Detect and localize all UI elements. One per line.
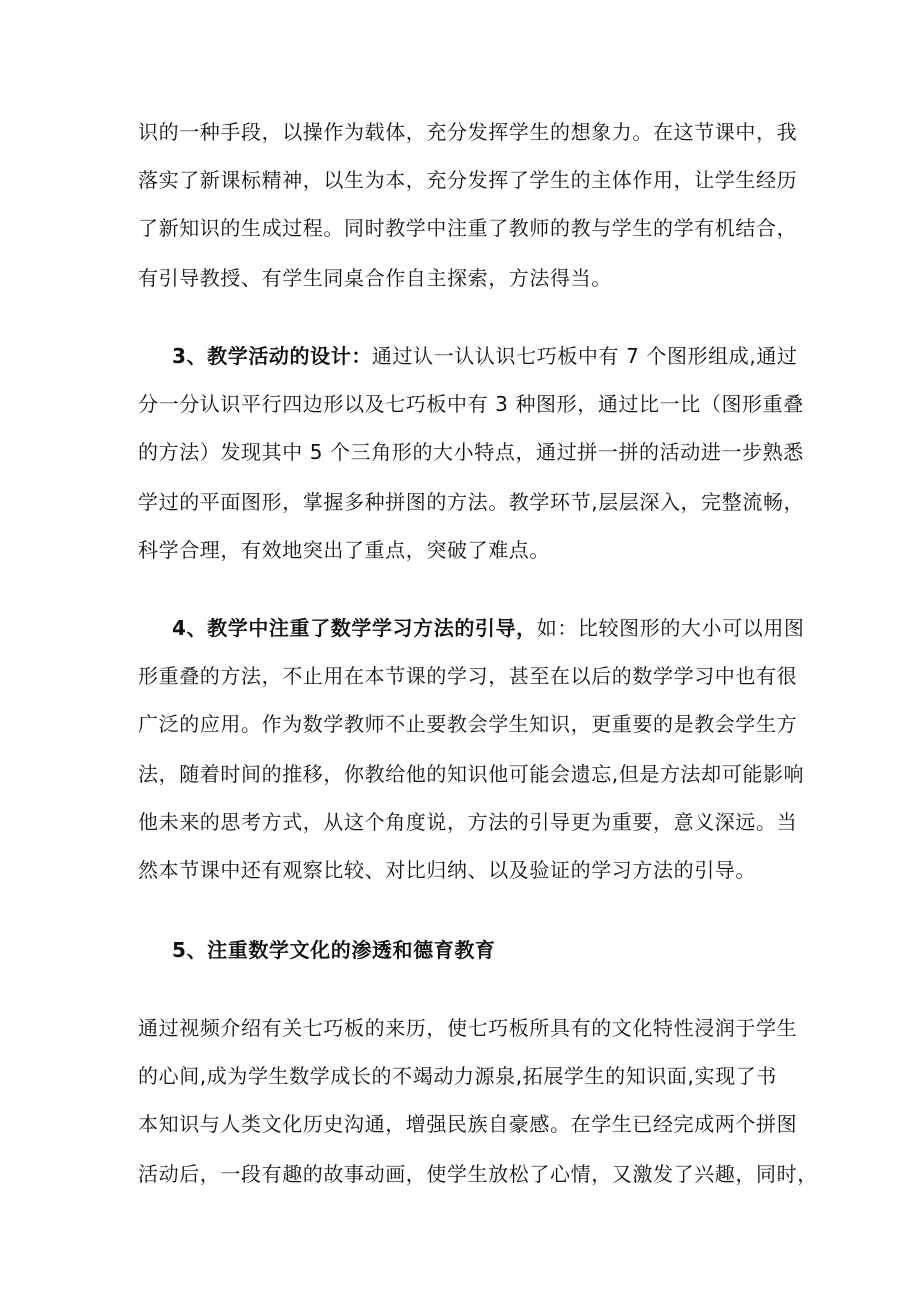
section4-line-2: 形重叠的方法，不止用在本节课的学习，甚至在以后的数学学习中也有很 bbox=[138, 664, 798, 688]
section4-heading: 4、教学中注重了数学学习方法的引导， bbox=[172, 616, 537, 640]
section4-line-1-text: 如：比较图形的大小可以用图 bbox=[536, 616, 805, 640]
section4-line-6: 然本节课中还有观察比较、对比归纳、以及验证的学习方法的引导。 bbox=[138, 858, 756, 882]
section3-line-1 bbox=[172, 341, 832, 371]
section5-line-1: 通过视频介绍有关七巧板的来历，使七巧板所具有的文化特性浸润于学生 bbox=[138, 1016, 798, 1040]
section5-line-3: 本知识与人类文化历史沟通，增强民族自豪感。在学生已经完成两个拼图 bbox=[138, 1112, 798, 1136]
para1-line-1: 识的一种手段，以操作为载体，充分发挥学生的想象力。在这节课中，我 bbox=[138, 120, 798, 144]
section4-line-5: 他未来的思考方式，从这个角度说，方法的引导更为重要，意义深远。当 bbox=[138, 810, 798, 834]
section5-line-4: 活动后，一段有趣的故事动画，使学生放松了心情，又激发了兴趣，同时， bbox=[138, 1162, 818, 1186]
section3-heading: 3、教学活动的设计： bbox=[172, 344, 372, 368]
section3-line-1-text: 通过认一认认识七巧板中有 7 个图形组成,通过 bbox=[371, 344, 798, 368]
para1-line-4: 有引导教授、有学生同桌合作自主探索，方法得当。 bbox=[138, 266, 612, 290]
section3-line-2: 分一分认识平行四边形以及七巧板中有 3 种图形，通过比一比（图形重叠 bbox=[138, 392, 804, 416]
section3-line-3: 的方法）发现其中 5 个三角形的大小特点，通过拼一拼的活动进一步熟悉 bbox=[138, 440, 804, 464]
para1-line-2: 落实了新课标精神，以生为本，充分发挥了学生的主体作用，让学生经历 bbox=[138, 168, 798, 192]
section3-line-5: 科学合理，有效地突出了重点，突破了难点。 bbox=[138, 538, 550, 562]
section3-line-4: 学过的平面图形，掌握多种拼图的方法。教学环节,层层深入，完整流畅， bbox=[138, 490, 805, 514]
section4-line-3: 广泛的应用。作为数学教师不止要教会学生知识，更重要的是教会学生方 bbox=[138, 712, 798, 736]
section4-line-4: 法，随着时间的推移，你教给他的知识他可能会遗忘,但是方法却可能影响 bbox=[138, 762, 805, 786]
section5-heading: 5、注重数学文化的渗透和德育教育 bbox=[172, 938, 496, 962]
para1-line-3: 了新知识的生成过程。同时教学中注重了教师的教与学生的学有机结合， bbox=[138, 216, 798, 240]
section5-line-2: 的心间,成为学生数学成长的不竭动力源泉,拓展学生的知识面,实现了书 bbox=[138, 1064, 777, 1088]
section4-line-1 bbox=[172, 613, 832, 643]
